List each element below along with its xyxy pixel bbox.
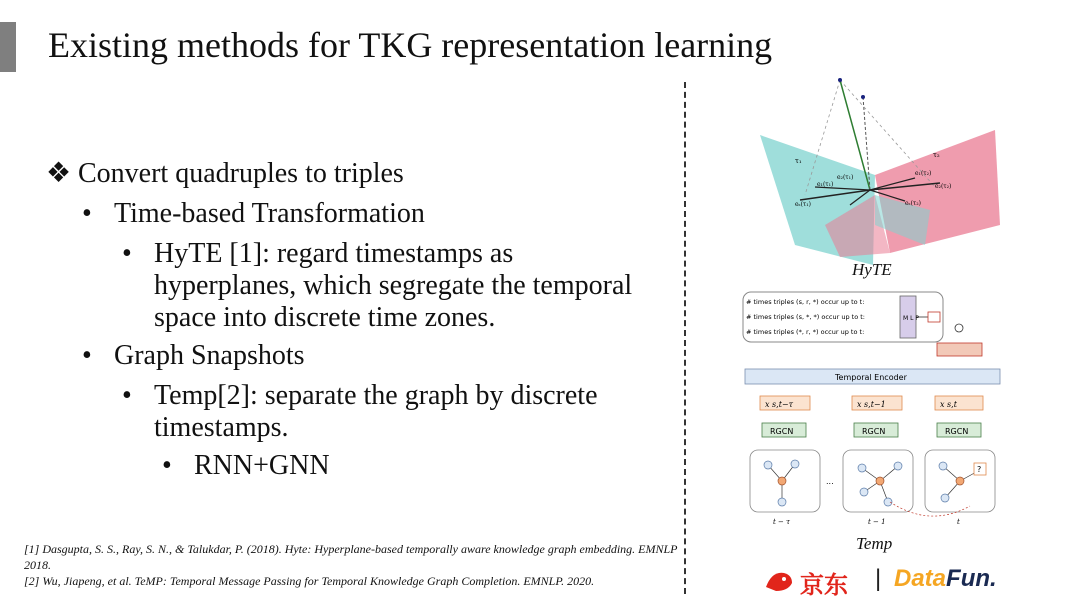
reference-2: [2] Wu, Jiapeng, et al. TeMP: Temporal Message Passing for Temporal Knowledge Graph Completion. EMNLP. 2020.: [24, 574, 595, 588]
bullet-text: Time-based Transformation: [114, 198, 425, 229]
hyte-label: τ₁: [795, 157, 802, 165]
dashed-divider: [684, 82, 686, 594]
hyte-label: e₂(τ₂): [935, 183, 952, 190]
diamond-bullet-icon: ❖: [46, 158, 72, 189]
frequency-row: # times triples (*, r, *) occur up to t:: [746, 328, 865, 336]
temp-caption: Temp: [856, 534, 893, 553]
accent-bar: [0, 22, 16, 72]
z-box: [937, 343, 982, 356]
datafun-suffix: Fun.: [946, 565, 997, 592]
bullet-graph-snapshots: [82, 340, 305, 372]
hyperplane-pink: [875, 130, 1000, 253]
input-label: x s,t−1: [857, 400, 886, 409]
bullet-convert: [46, 158, 404, 190]
bullet-text: Graph Snapshots: [114, 340, 305, 371]
dot-bullet-icon: •: [122, 380, 132, 411]
input-label: x s,t−τ: [765, 400, 794, 409]
time-label: t − 1: [868, 518, 886, 526]
logo-separator: |: [875, 565, 882, 592]
hyte-label: e₁(τ₂): [915, 170, 932, 177]
ellipsis: ...: [826, 477, 834, 486]
bullet-text: RNN+GNN: [194, 450, 330, 481]
datafun-logo: [894, 565, 997, 593]
rgcn-label: RGCN: [945, 427, 969, 436]
dot-bullet-icon: •: [162, 450, 172, 481]
bullet-time-based: [82, 198, 425, 230]
rgcn-label: RGCN: [862, 427, 886, 436]
bullet-text: Temp[2]: separate the graph by discrete timestamps.: [154, 380, 598, 443]
bullet-temp: [122, 380, 662, 444]
hyte-figure: [755, 75, 1005, 265]
slide-title: Existing methods for TKG representation learning: [48, 25, 773, 65]
datafun-prefix: Data: [894, 565, 947, 592]
frequency-row: # times triples (s, *, *) occur up to t:: [746, 313, 865, 321]
jd-dog-icon: [762, 567, 796, 595]
footer-logo: [760, 563, 1030, 599]
rgcn-label: RGCN: [770, 427, 794, 436]
dot-bullet-icon: •: [82, 340, 92, 371]
hyte-label: eₛ(τ₁): [795, 201, 811, 208]
dot-bullet-icon: •: [122, 238, 132, 269]
temporal-encoder-label: Temporal Encoder: [835, 373, 907, 382]
hyte-label: eₛ(τ₂): [905, 200, 921, 207]
references: [24, 541, 680, 589]
bullet-text: HyTE [1]: regard timestamps as hyperplanes, which segregate the temporal space into discrete time zones.: [154, 238, 633, 333]
hyte-label: τ₂: [933, 151, 940, 159]
time-label: t: [957, 518, 960, 526]
jd-logo-text: 京东: [800, 572, 848, 599]
input-label: x s,t: [940, 400, 957, 409]
frequency-row: # times triples (s, r, *) occur up to t:: [746, 298, 865, 306]
hyte-caption: HyTE: [852, 260, 892, 279]
temp-figure: [740, 288, 1030, 532]
bullet-text: Convert quadruples to triples: [78, 158, 404, 189]
hyte-label: e₁(τ₁): [817, 181, 834, 188]
reference-1: [1] Dasgupta, S. S., Ray, S. N., & Talukdar, P. (2018). Hyte: Hyperplane-based temporally aware knowledge graph embedding. EMNLP 2018.: [24, 542, 678, 572]
bullet-hyte: [122, 238, 662, 334]
time-label: t − τ: [773, 518, 791, 526]
dot-bullet-icon: •: [82, 198, 92, 229]
hyte-label: e₂(τ₁): [837, 174, 854, 181]
mlp-label: M L P: [903, 315, 919, 322]
query-mark: ?: [977, 465, 982, 474]
bullet-rnn-gnn: [162, 450, 330, 482]
